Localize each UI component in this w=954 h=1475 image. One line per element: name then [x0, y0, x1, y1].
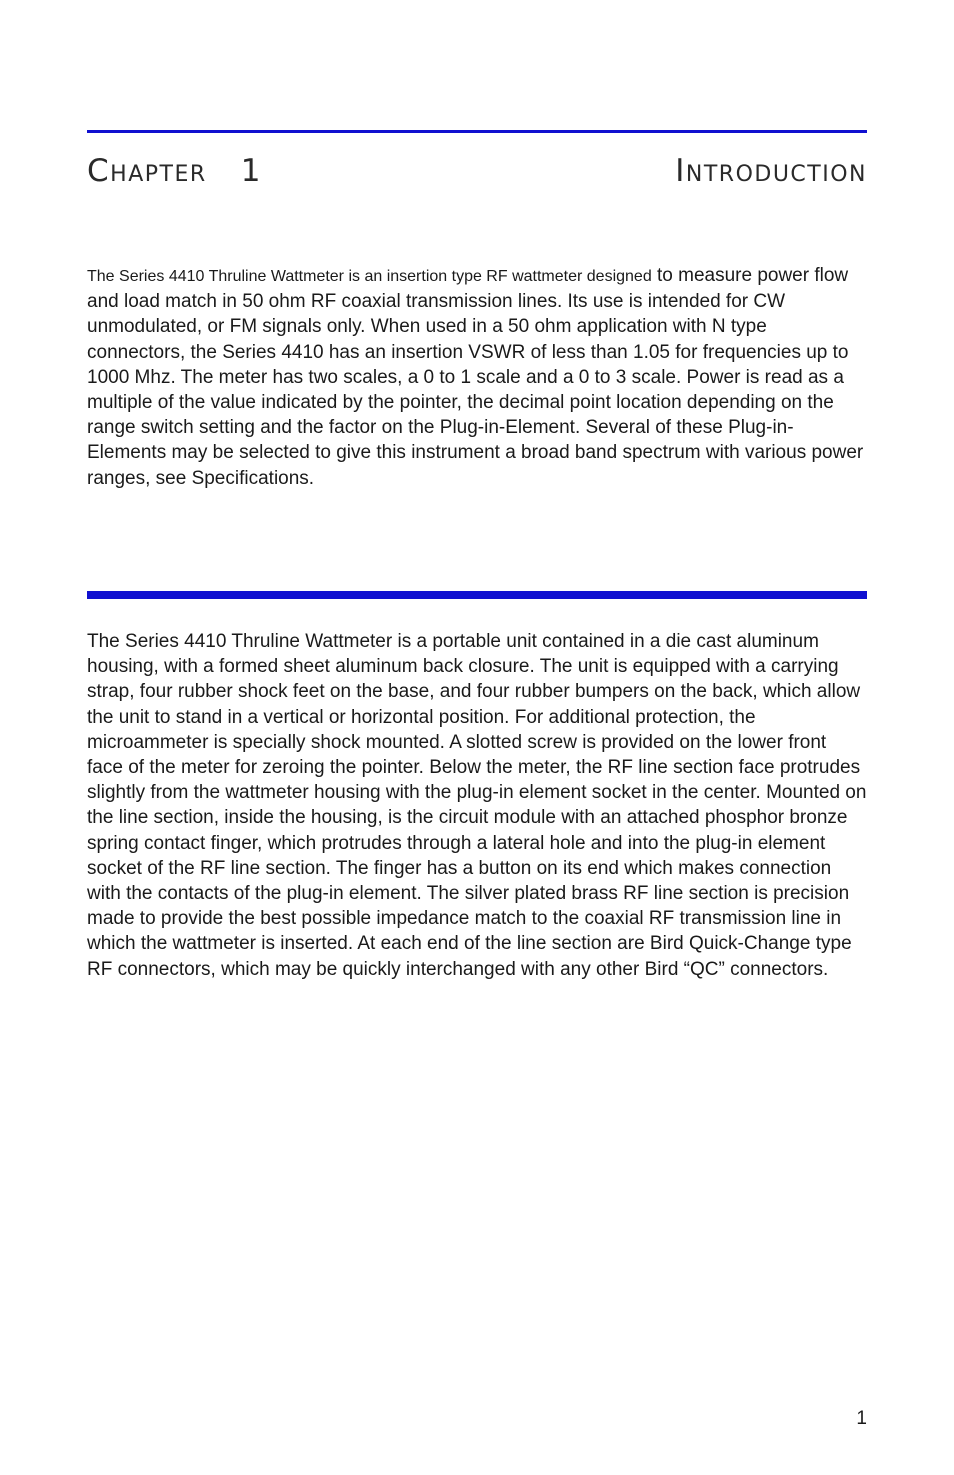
description-paragraph: The Series 4410 Thruline Wattmeter is a portable unit contained in a die cast aluminum housing, with a formed sheet aluminum back closure. The unit is equipped with a carrying strap, four rubber shock feet on the base, and four rubber bumpers on the back, which allow the unit to stand in a vertical or horizontal position. For additional protection, the microammeter is specially shock mounted. A slotted screw is provided on the lower front face of the meter for zeroing the pointer. Below the meter, the RF line section face protrudes slightly from the wattmeter housing with the plug-in element socket in the center. Mounted on the line section, inside the housing, is the circuit module with an attached phosphor bronze spring contact finger, which protrudes through a lateral hole and into the plug-in element socket of the RF line section. The finger has a button on its end which makes connection with the contacts of the plug-in element. The silver plated brass RF line section is precision made to provide the best possible impedance match to the coaxial RF transmission line in which the wattmeter is inserted. At each end of the line section are Bird Quick-Change type RF connectors, which may be quickly interchanged with any other Bird “QC” connectors.: [87, 631, 867, 980]
page-number: 1: [856, 1408, 867, 1429]
chapter-top-rule: [87, 130, 867, 133]
section-rule: [87, 591, 867, 599]
intro-body-text: to measure power flow and load match in 50 ohm RF coaxial transmission lines. Its use is intended for CW unmodulated, or FM signals only. When used in a 50 ohm application with N type connectors, the Series 4410 has an insertion VSWR of less than 1.05 for frequencies up to 1000 Mhz. The meter has two scales, a 0 to 1 scale and a 0 to 3 scale. Power is read as a multiple of the value indicated by the pointer, the decimal point location depending on the range switch setting and the factor on the Plug-in-Element. Several of these Plug-in-Elements may be selected to give this instrument a broad band spectrum with various power ranges, see Specifications.: [87, 265, 864, 489]
intro-paragraph: [87, 263, 867, 491]
intro-lead-text: The Series 4410 Thruline Wattmeter is an insertion type RF wattmeter designed: [87, 268, 652, 285]
chapter-title: Introduction: [675, 153, 867, 189]
chapter-label: Chapter 1: [87, 153, 262, 189]
chapter-heading: [87, 153, 867, 193]
